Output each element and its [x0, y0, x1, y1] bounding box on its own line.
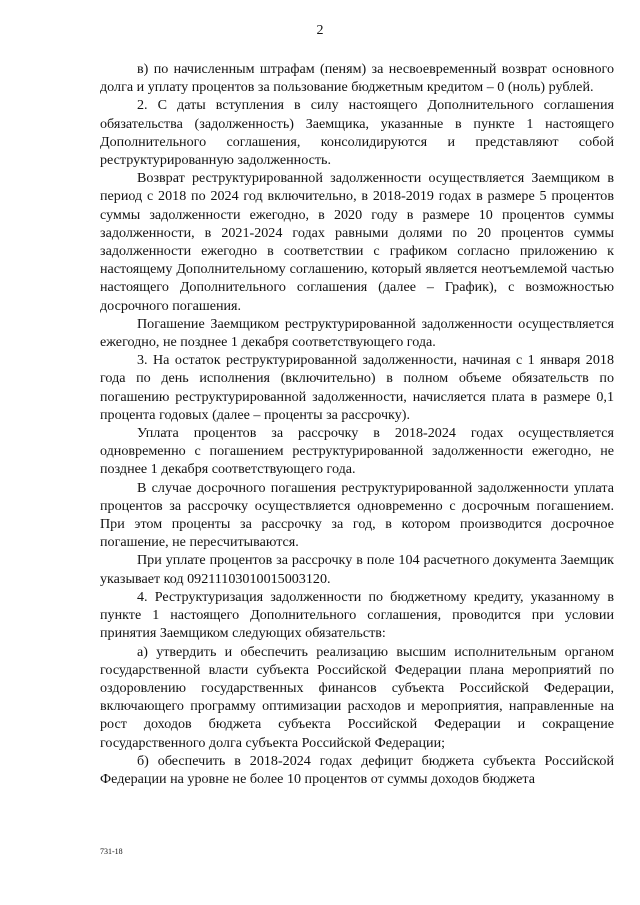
paragraph-clause-2: 2. С даты вступления в силу настоящего Дополнительного соглашения обязательства (задолженность) Заемщика, указанные в пункте 1 настоящего Дополнительного соглашения, консолидируются и представляют собой реструктурированную задолженность.	[100, 97, 614, 169]
document-body	[100, 60, 614, 788]
paragraph-obligation-a: а) утвердить и обеспечить реализацию высшим исполнительным органом государственной власти субъекта Российской Федерации плана мероприятий по оздоровлению государственных финансов субъекта Российской Федерации, включающего программу оптимизации расходов и мероприятия, направленные на рост доходов бюджета субъекта Российской Федерации и сокращение государственного долга субъекта Российской Федерации;	[100, 643, 614, 751]
paragraph-interest-payment: Уплата процентов за рассрочку в 2018-2024 годах осуществляется одновременно с погашением реструктурированной задолженности ежегодно, не позднее 1 декабря соответствующего года.	[100, 425, 614, 478]
paragraph-repayment-schedule: Возврат реструктурированной задолженности осуществляется Заемщиком в период с 2018 по 2024 год включительно, в 2018-2019 годах в размере 5 процентов суммы задолженности ежегодно, в 2020 году в размере 10 процентов суммы задолженности, в 2021-2024 годах равными долями по 20 процентов суммы задолженности ежегодно в соответствии с графиком согласно приложению к настоящему Дополнительному соглашению, который является неотъемлемой частью настоящего Дополнительного соглашения (далее – График), с возможностью досрочного погашения.	[100, 170, 614, 314]
paragraph-penalties: в) по начисленным штрафам (пеням) за несвоевременный возврат основного долга и уплату процентов за пользование бюджетным кредитом – 0 (ноль) рублей.	[100, 61, 614, 96]
page-number: 2	[316, 23, 324, 38]
paragraph-payment-code: При уплате процентов за рассрочку в поле 104 расчетного документа Заемщик указывает код 09211103010015003120.	[100, 552, 614, 587]
footer-document-code: 731-18	[100, 847, 123, 856]
paragraph-clause-3: 3. На остаток реструктурированной задолженности, начиная с 1 января 2018 года по день исполнения (включительно) в полном объеме обязательств по погашению реструктурированной задолженности, начисляется плата в размере 0,1 процента годовых (далее – проценты за рассрочку).	[100, 352, 614, 423]
paragraph-early-repayment: В случае досрочного погашения реструктурированной задолженности уплата процентов за рассрочку осуществляется одновременно с досрочным погашением. При этом проценты за рассрочку за год, в котором производится досрочное погашение, не пересчитываются.	[100, 479, 614, 551]
paragraph-clause-4: 4. Реструктуризация задолженности по бюджетному кредиту, указанному в пункте 1 настоящего Дополнительного соглашения, проводится при условии принятия Заемщиком следующих обязательств:	[100, 588, 614, 642]
paragraph-annual-repayment: Погашение Заемщиком реструктурированной задолженности осуществляется ежегодно, не позднее 1 декабря соответствующего года.	[100, 315, 614, 351]
paragraph-obligation-b: б) обеспечить в 2018-2024 годах дефицит бюджета субъекта Российской Федерации на уровне не более 10 процентов от суммы доходов бюджета	[100, 752, 614, 787]
